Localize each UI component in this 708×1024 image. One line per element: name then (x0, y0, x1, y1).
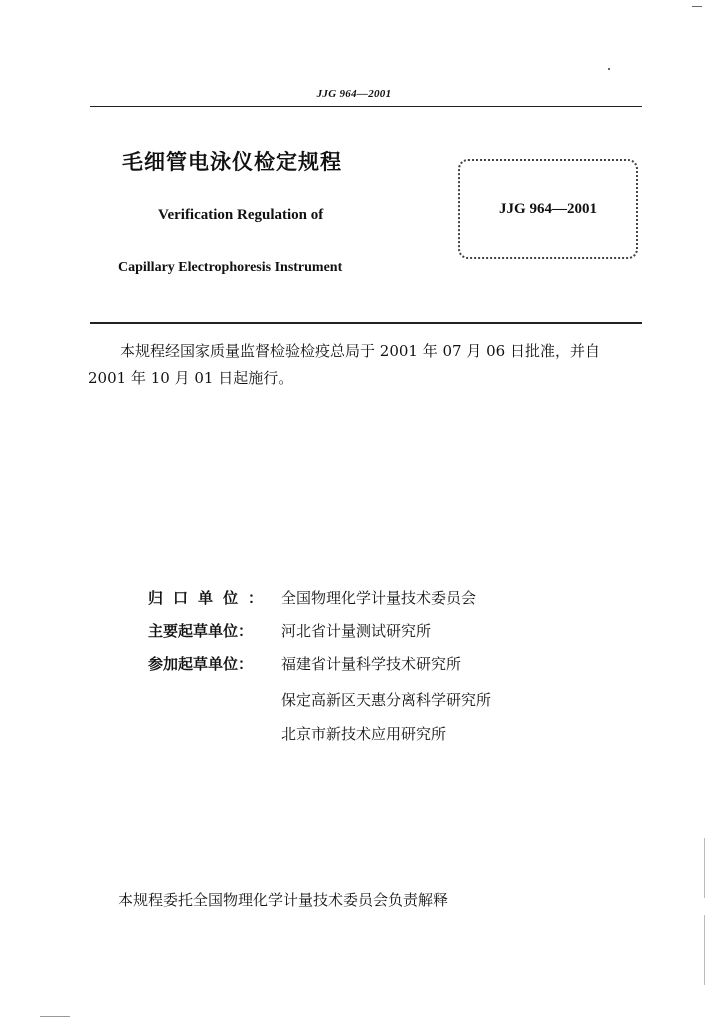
title-divider-rule (90, 322, 642, 324)
standard-code-box-text: JJG 964—2001 (499, 201, 597, 217)
scan-speck (704, 838, 705, 898)
header-rule (90, 106, 642, 107)
participating-drafter-value-1: 福建省计量科学技术研究所 (281, 655, 462, 673)
scan-speck (608, 68, 610, 70)
header-standard-code: JJG 964—2001 (316, 88, 392, 100)
responsible-unit-label: 归口单位： (148, 589, 274, 607)
participating-drafter-value-2: 保定高新区天惠分离科学研究所 (281, 691, 492, 709)
approval-line-2: 2001 年 10 月 01 日起施行。 (88, 369, 294, 387)
title-english-line2: Capillary Electrophoresis Instrument (118, 260, 343, 275)
scan-speck (692, 6, 702, 7)
approval-line-1: 本规程经国家质量监督检验检疫总局于 2001 年 07 月 06 日批准，并自 (120, 342, 600, 360)
main-drafter-value: 河北省计量测试研究所 (281, 622, 432, 640)
participating-drafter-label: 参加起草单位： (148, 655, 254, 673)
responsible-unit-value: 全国物理化学计量技术委员会 (281, 589, 477, 607)
interpretation-statement: 本规程委托全国物理化学计量技术委员会负责解释 (118, 891, 449, 909)
standard-code-box (458, 159, 638, 259)
title-english-line1: Verification Regulation of (158, 207, 324, 223)
title-chinese: 毛细管电泳仪检定规程 (122, 150, 342, 174)
scan-speck (704, 915, 705, 985)
participating-drafter-value-3: 北京市新技术应用研究所 (281, 725, 447, 743)
scan-speck (40, 1016, 70, 1017)
approval-statement (88, 338, 648, 392)
main-drafter-label: 主要起草单位： (148, 622, 254, 640)
